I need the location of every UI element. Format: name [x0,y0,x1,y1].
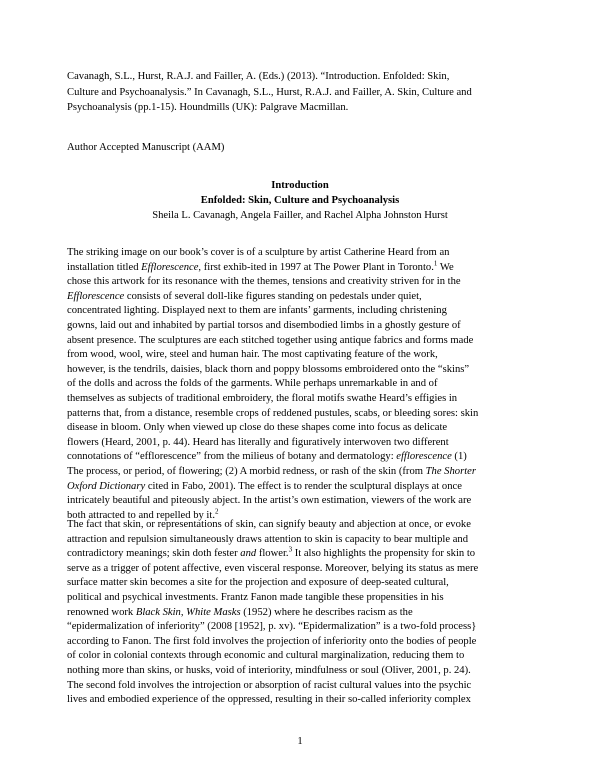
italic-word: and [240,548,257,560]
paragraph-1 [67,246,533,523]
paragraph-line: political and psychical investments. Frantz Fanon made tangible these propensities in his [67,591,444,603]
title-block [67,178,533,224]
chapter-title: Introduction [271,180,329,191]
paragraph-line: patterns that, from a distance, resemble crops of reddened pustules, scabs, or bleeding sores: skin [67,407,479,419]
citation-line: Psychoanalysis (pp.1-15). Houndmills (UK): Palgrave Macmillan. [67,102,349,114]
text-run: (1952) where he describes racism as the [240,606,413,618]
paragraph-line: absent presence. The sculptures are each stitched together using antique fabrics and forms made [67,334,474,346]
text-run: , first exhib-ited in 1997 at The Power Plant in Toronto. [198,261,434,273]
paragraph-line: according to Fanon. The first fold involves the projection of inferiority onto the bodies of people [67,635,477,647]
paragraph-line: concentrated lighting. Displayed next to them are infants’ garments, including christening [67,305,447,317]
paragraph-line: The fact that skin, or representations of skin, can signify beauty and abjection at once, or evoke [67,519,471,530]
paragraph-line [67,261,533,276]
manuscript-label: Author Accepted Manuscript (AAM) [67,142,225,153]
paragraph-line: chose this artwork for its resonance with the themes, tensions and creativity striven for in the [67,276,461,288]
italic-title: Oxford Dictionary [67,480,146,492]
text-run: cited in Fabo, 2001). The effect is to render the sculptural displays at once [145,480,462,492]
chapter-subtitle: Enfolded: Skin, Culture and Psychoanalysis [200,195,400,207]
citation-line: Culture and Psychoanalysis.” In Cavanagh, S.L., Hurst, R.A.J. and Failler, A. Skin, Culture and [67,86,472,98]
text-run: It also highlights the propensity for skin to [292,548,476,560]
text-run: (1) [451,451,467,463]
page-number: 1 [297,736,303,747]
paragraph-line [67,547,533,562]
text-run: installation titled [67,261,142,273]
footnote-ref[interactable]: 2 [214,507,219,516]
paragraph-line [67,480,533,495]
text-run: We [437,261,454,273]
paragraph-line: The striking image on our book’s cover is of a sculpture by artist Catherine Heard from an [67,247,450,258]
paragraph-line: however, is the tendrils, daisies, black thorn and poppy blossoms embroidered onto the “skins” [67,363,470,375]
paragraph-line: intricately beautiful and piteously abject. In the artist’s own estimation, viewers of the work are [67,495,472,507]
text-run: both attracted to and repelled by it. [67,509,215,521]
paragraph-line: “epidermalization of inferiority” (2008 [1952], p. xv). “Epidermalization” is a two-fold process} [67,621,477,633]
citation-line: Cavanagh, S.L., Hurst, R.A.J. and Failler, A. (Eds.) (2013). “Introduction. Enfolded: Skin, [67,71,450,82]
italic-term: efflorescence [396,451,452,463]
paragraph-line: The second fold involves the introjection or absorption of racist cultural values into the psychic [67,679,472,691]
paragraph-line [67,290,533,305]
paragraph-line: attraction and repulsion simultaneously draws attention to skin is capacity to bear multiple and [67,533,468,545]
paragraph-line [67,450,533,465]
italic-title: The Shorter [425,465,476,477]
text-run: contradictory meanings; skin doth fester [67,548,241,560]
paragraph-line: lives and embodied experience of the oppressed, resulting in their so-called inferiority complex [67,694,471,706]
footnote-ref[interactable]: 3 [288,545,293,554]
text-run: consists of several doll-like figures standing on pedestals under quiet, [124,290,422,302]
paragraph-line: of the dolls and across the folds of the garments. While perhaps unremarkable in and of [67,378,438,390]
paragraph-line: nothing more than skins, or husks, void of interiority, mindfulness or soul (Oliver, 2001, p. 24). [67,664,471,676]
text-run: connotations of “efflorescence” from the milieus of botany and dermatology: [67,451,397,463]
paragraph-line [67,606,533,621]
text-run: The process, or period, of flowering; (2) A morbid redness, or rash of the skin (from [67,465,426,477]
citation [67,69,537,116]
text-run: renowned work [67,606,136,618]
chapter-authors: Sheila L. Cavanagh, Angela Failler, and Rachel Alpha Johnston Hurst [152,210,448,222]
paragraph-line: of color in colonial contexts through economic and cultural marginalization, reducing them to [67,650,465,662]
italic-title: Black Skin, White Masks [135,606,241,618]
paragraph-line: serve as a trigger of potent affective, even visceral response. Moreover, belying its status as mere [67,562,479,574]
paragraph-line: surface matter skin becomes a site for the projection and exposure of deep-seated cultural, [67,577,449,589]
italic-title: Efflorescence [67,290,125,302]
footnote-ref[interactable]: 1 [433,259,438,268]
paragraph-line [67,465,533,480]
paragraph-2 [67,518,533,708]
paragraph-line: gowns, laid out and inhabited by partial torsos and disembodied limbs in a ghostly gesture of [67,319,461,331]
paragraph-line: from wood, wool, wire, steel and human hair. The most captivating feature of the work, [67,349,438,361]
italic-title: Efflorescence [141,261,199,273]
paragraph-line: flowers (Heard, 2001, p. 44). Heard has literally and figuratively interwoven two different [67,436,449,448]
paragraph-line: disease in bloom. Only when viewed up close do these shapes come into focus as delicate [67,422,448,434]
paragraph-line: themselves as subjects of traditional embroidery, the floral motifs swathe Heard’s effigies in [67,392,458,404]
text-run: flower. [256,548,289,560]
